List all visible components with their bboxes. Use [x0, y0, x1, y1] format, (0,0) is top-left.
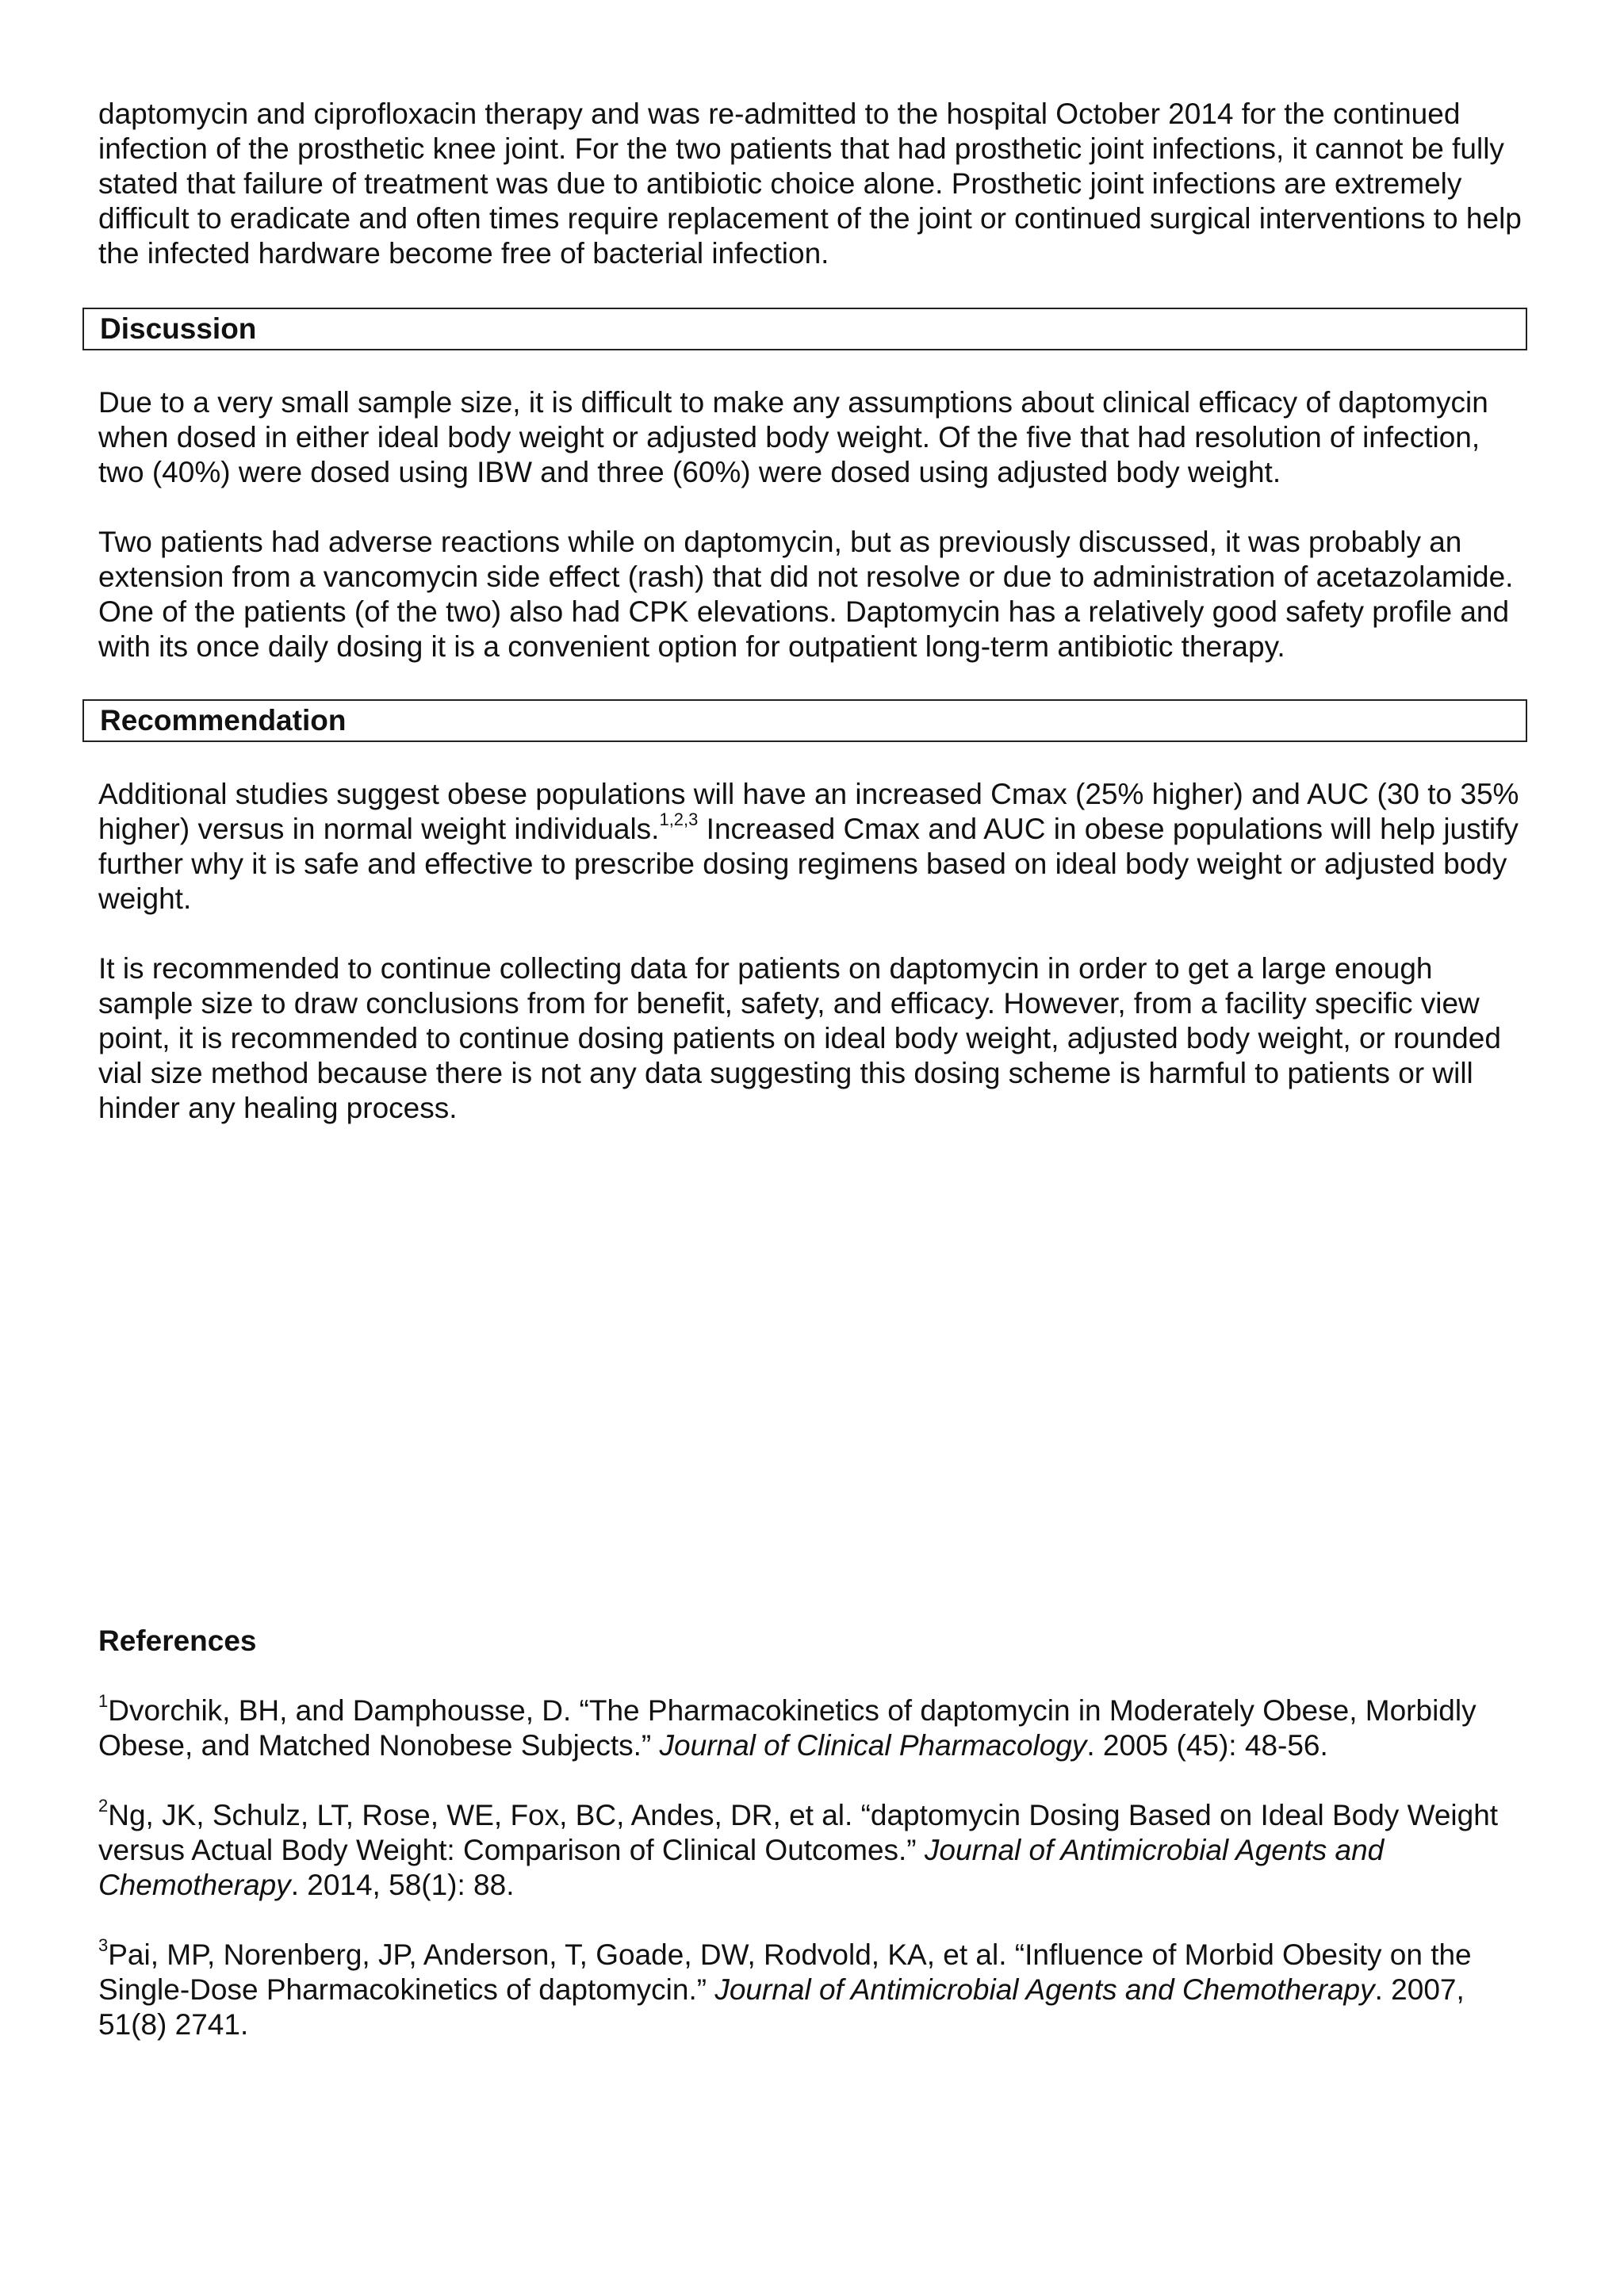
- reference-tail: . 2005 (45): 48-56.: [1086, 1729, 1328, 1762]
- recommendation-text: Increased Cmax and AUC in obese populations will help justify further why it is safe and effective to prescribe dosing regimens based on ideal body weight or adjusted body weight.: [98, 813, 1519, 915]
- reference-text: Dvorchik, BH, and Damphousse, D. “The Pharmacokinetics of daptomycin in Moderately Obese, Morbidly Obese, and Matched Nonobese Subjects.”: [98, 1694, 1477, 1762]
- reference-journal: Journal of Antimicrobial Agents and Chemotherapy: [98, 1834, 1385, 1901]
- recommendation-paragraph: [98, 777, 1526, 916]
- reference-item: [98, 1795, 1526, 1903]
- recommendation-paragraph: It is recommended to continue collecting data for patients on daptomycin in order to get a large enough sample size to draw conclusions from for benefit, safety, and efficacy. However, from a facility specific view point, it is recommended to continue dosing patients on ideal body weight, adjusted body weight, or rounded vial size method because there is not any data suggesting this dosing scheme is harmful to patients or will hinder any healing process.: [98, 952, 1501, 1124]
- reference-number: 3: [98, 1934, 109, 1955]
- document-page: [98, 97, 1526, 2042]
- reference-tail: . 2007, 51(8) 2741.: [98, 1973, 1465, 2041]
- discussion-heading: [82, 308, 1527, 350]
- reference-journal: Journal of Clinical Pharmacology: [659, 1729, 1087, 1762]
- discussion-body: [98, 385, 1526, 664]
- reference-item: [98, 1690, 1526, 1763]
- references-section: [98, 1624, 1526, 2042]
- reference-text: Pai, MP, Norenberg, JP, Anderson, T, Goade, DW, Rodvold, KA, et al. “Influence of Morbid Obesity on the Single-Dose Pharmacokinetics of daptomycin.”: [98, 1938, 1472, 2006]
- discussion-paragraph: Due to a very small sample size, it is difficult to make any assumptions about clinical efficacy of daptomycin when dosed in either ideal body weight or adjusted body weight. Of the five that had resolution of infection, two (40%) were dosed using IBW and three (60%) were dosed using adjusted body weight.: [98, 386, 1488, 488]
- reference-item: [98, 1934, 1526, 2042]
- reference-journal: Journal of Antimicrobial Agents and Chemotherapy: [714, 1973, 1375, 2006]
- recommendation-text: Additional studies suggest obese populations will have an increased Cmax (25% higher) and AUC (30 to 35% higher) versus in normal weight individuals.: [98, 778, 1519, 845]
- discussion-paragraph: Two patients had adverse reactions while on daptomycin, but as previously discussed, it was probably an extension from a vancomycin side effect (rash) that did not resolve or due to administration of acetazolamide. One of the patients (of the two) also had CPK elevations. Daptomycin has a relatively good safety profile and with its once daily dosing it is a convenient option for outpatient long-term antibiotic therapy.: [98, 526, 1514, 663]
- reference-text: Ng, JK, Schulz, LT, Rose, WE, Fox, BC, Andes, DR, et al. “daptomycin Dosing Based on Ideal Body Weight versus Actual Body Weight: Comparison of Clinical Outcomes.”: [98, 1799, 1499, 1866]
- citation-superscript: 1,2,3: [659, 809, 699, 829]
- reference-number: 2: [98, 1795, 109, 1816]
- recommendation-heading: [82, 699, 1527, 742]
- reference-number: 1: [98, 1690, 109, 1711]
- intro-paragraph: daptomycin and ciprofloxacin therapy and was re-admitted to the hospital October 2014 for the continued infection of the prosthetic knee joint. For the two patients that had prosthetic joint infections, it cannot be fully stated that failure of treatment was due to antibiotic choice alone. Prosthetic joint infections are extremely difficult to eradicate and often times require replacement of the joint or continued surgical interventions to help the infected hardware become free of bacterial infection.: [98, 98, 1522, 270]
- reference-tail: . 2014, 58(1): 88.: [290, 1869, 515, 1901]
- references-heading: References: [98, 1624, 257, 1657]
- recommendation-body: [98, 777, 1526, 1126]
- recommendation-heading-text: Recommendation: [100, 704, 347, 737]
- discussion-heading-text: Discussion: [100, 312, 257, 345]
